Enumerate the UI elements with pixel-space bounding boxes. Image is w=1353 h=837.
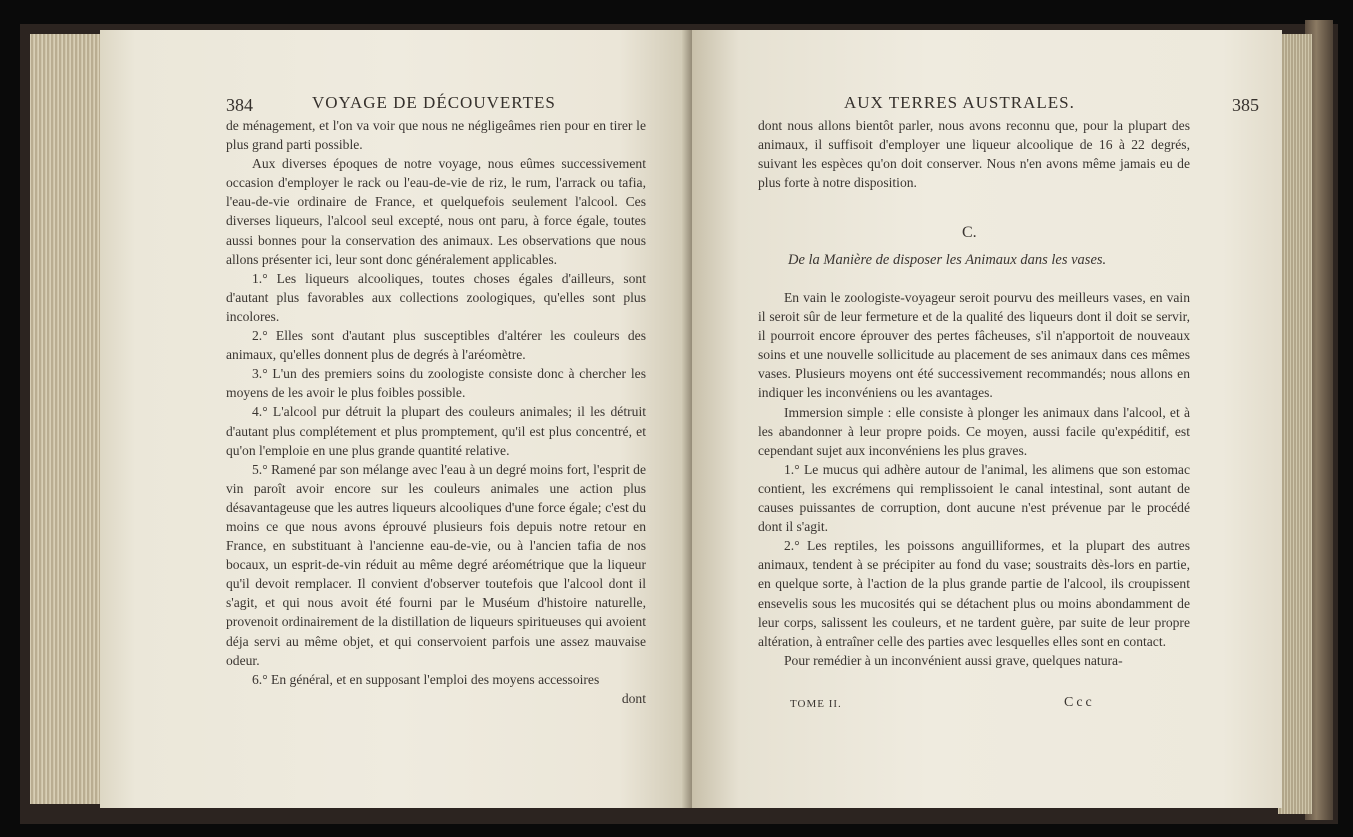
paragraph: Immersion simple : elle consiste à plonger les animaux dans l'alcool, et à les abandonner à leur propre poids. Ce moyen, aussi facile qu'expéditif, est cependant sujet aux inconvéniens les plus graves.	[758, 404, 1190, 458]
right-page	[692, 30, 1282, 808]
paragraph: 1.° Les liqueurs alcooliques, toutes choses égales d'ailleurs, sont d'autant plus favorables aux collections zoologiques, qu'elles sont plus incolores.	[226, 270, 646, 324]
right-intro-text	[758, 116, 1190, 192]
signature-mark: Ccc	[1064, 695, 1095, 710]
paragraph: 3.° L'un des premiers soins du zoologiste consiste donc à chercher les moyens de les avoir le plus foibles possible.	[226, 366, 646, 401]
left-page-edges	[30, 34, 108, 804]
running-head-left: VOYAGE DE DÉCOUVERTES	[312, 93, 556, 112]
page-number-right: 385	[1232, 95, 1259, 115]
paragraph: 4.° L'alcool pur détruit la plupart des couleurs animales; il les détruit d'autant plus complétement et plus promptement, qu'il est plus concentré, et qu'on l'emploie en une plus grande quantité relative.	[226, 404, 646, 458]
left-page	[100, 30, 690, 808]
section-letter: C.	[962, 224, 977, 241]
paragraph: En vain le zoologiste-voyageur seroit pourvu des meilleurs vases, en vain il seroit sûr de leur fermeture et de la qualité des liqueurs dont il doit se servir, il pourroit encore éprouver des pertes fâcheuses, s'il n'apportoit de nouveaux soins et une nouvelle sollicitude au placement de ses animaux dans ces mêmes vases. Plusieurs moyens ont été successivement recommandés; nous allons en indiquer les inconvéniens ou les avantages.	[758, 290, 1190, 401]
section-title: De la Manière de disposer les Animaux dans les vases.	[788, 252, 1107, 268]
right-body-text	[758, 288, 1190, 670]
paragraph: 1.° Le mucus qui adhère autour de l'animal, les alimens que son estomac contient, les excrémens qui remplissoient le canal intestinal, sont autant de causes puissantes de corruption, dont aucune n'est prévenue par le procédé dont il s'agit.	[758, 461, 1190, 535]
right-page-edges	[1278, 34, 1312, 814]
paragraph: 2.° Les reptiles, les poissons anguilliformes, et la plupart des autres animaux, tendent à se précipiter au fond du vase; soustraits dès-lors en partie, en quelque sorte, à l'action de la plus grande partie de l'alcool, ils croupissent ensevelis sous les mucosités qui se détachent plus ou moins abondamment de leur corps, salissent les couleurs, et ne tardent guère, par suite de leur propre altération, à entraîner celle des parties avec lesquelles elles sont en contact.	[758, 538, 1190, 649]
catchword: dont	[621, 690, 646, 706]
paragraph: dont nous allons bientôt parler, nous avons reconnu que, pour la plupart des animaux, il suffisoit d'employer une liqueur alcoolique de 16 à 22 degrés, suivant les espèces qu'on doit conserver. Nous n'en avons même jamais eu de plus forte à notre disposition.	[758, 118, 1190, 191]
paragraph: Pour remédier à un inconvénient aussi grave, quelques natura-	[784, 652, 1123, 668]
left-body-text	[226, 116, 646, 708]
running-head-right: AUX TERRES AUSTRALES.	[844, 93, 1075, 112]
page-number-left: 384	[226, 95, 253, 115]
paragraph: de ménagement, et l'on va voir que nous ne négligeâmes rien pour en tirer le plus grand parti possible.	[226, 118, 646, 153]
paragraph: 6.° En général, et en supposant l'emploi des moyens accessoires	[252, 671, 600, 687]
paragraph: Aux diverses époques de notre voyage, nous eûmes successivement occasion d'employer le rack ou l'eau-de-vie de riz, le rum, l'arrack ou tafia, l'eau-de-vie ordinaire de France, et quelquefois seulement l'alcool. Ces diverses liqueurs, l'alcool seul excepté, nous ont paru, à force égale, toutes aussi bonnes pour la conservation des animaux. Les observations que nous allons présenter ici, leur sont donc généralement applicables.	[226, 156, 646, 267]
paragraph: 5.° Ramené par son mélange avec l'eau à un degré moins fort, l'esprit de vin paroît avoir encore sur les couleurs animales une action plus désavantageuse que les autres liqueurs alcooliques d'une force égale; c'est du moins ce que nous avons éprouvé plusieurs fois depuis notre retour en France, en substituant à l'ancienne eau-de-vie, ou à l'ancien tafia de nos bocaux, un esprit-de-vin réduit au même degré aréométrique que la liqueur qu'il devoit remplacer. Il convient d'observer toutefois que l'alcool dont il s'agit, et qui nous avoit été fourni par le Muséum d'histoire naturelle, provenoit ordinairement de la distillation de liqueurs spiritueuses qui avoient déja servi au même objet, et qui conservoient parfois une assez mauvaise odeur.	[226, 461, 646, 668]
paragraph: 2.° Elles sont d'autant plus susceptibles d'altérer les couleurs des animaux, qu'elles donnent plus de degrés à l'aréomètre.	[226, 328, 646, 363]
footer-volume: TOME II.	[790, 698, 842, 710]
